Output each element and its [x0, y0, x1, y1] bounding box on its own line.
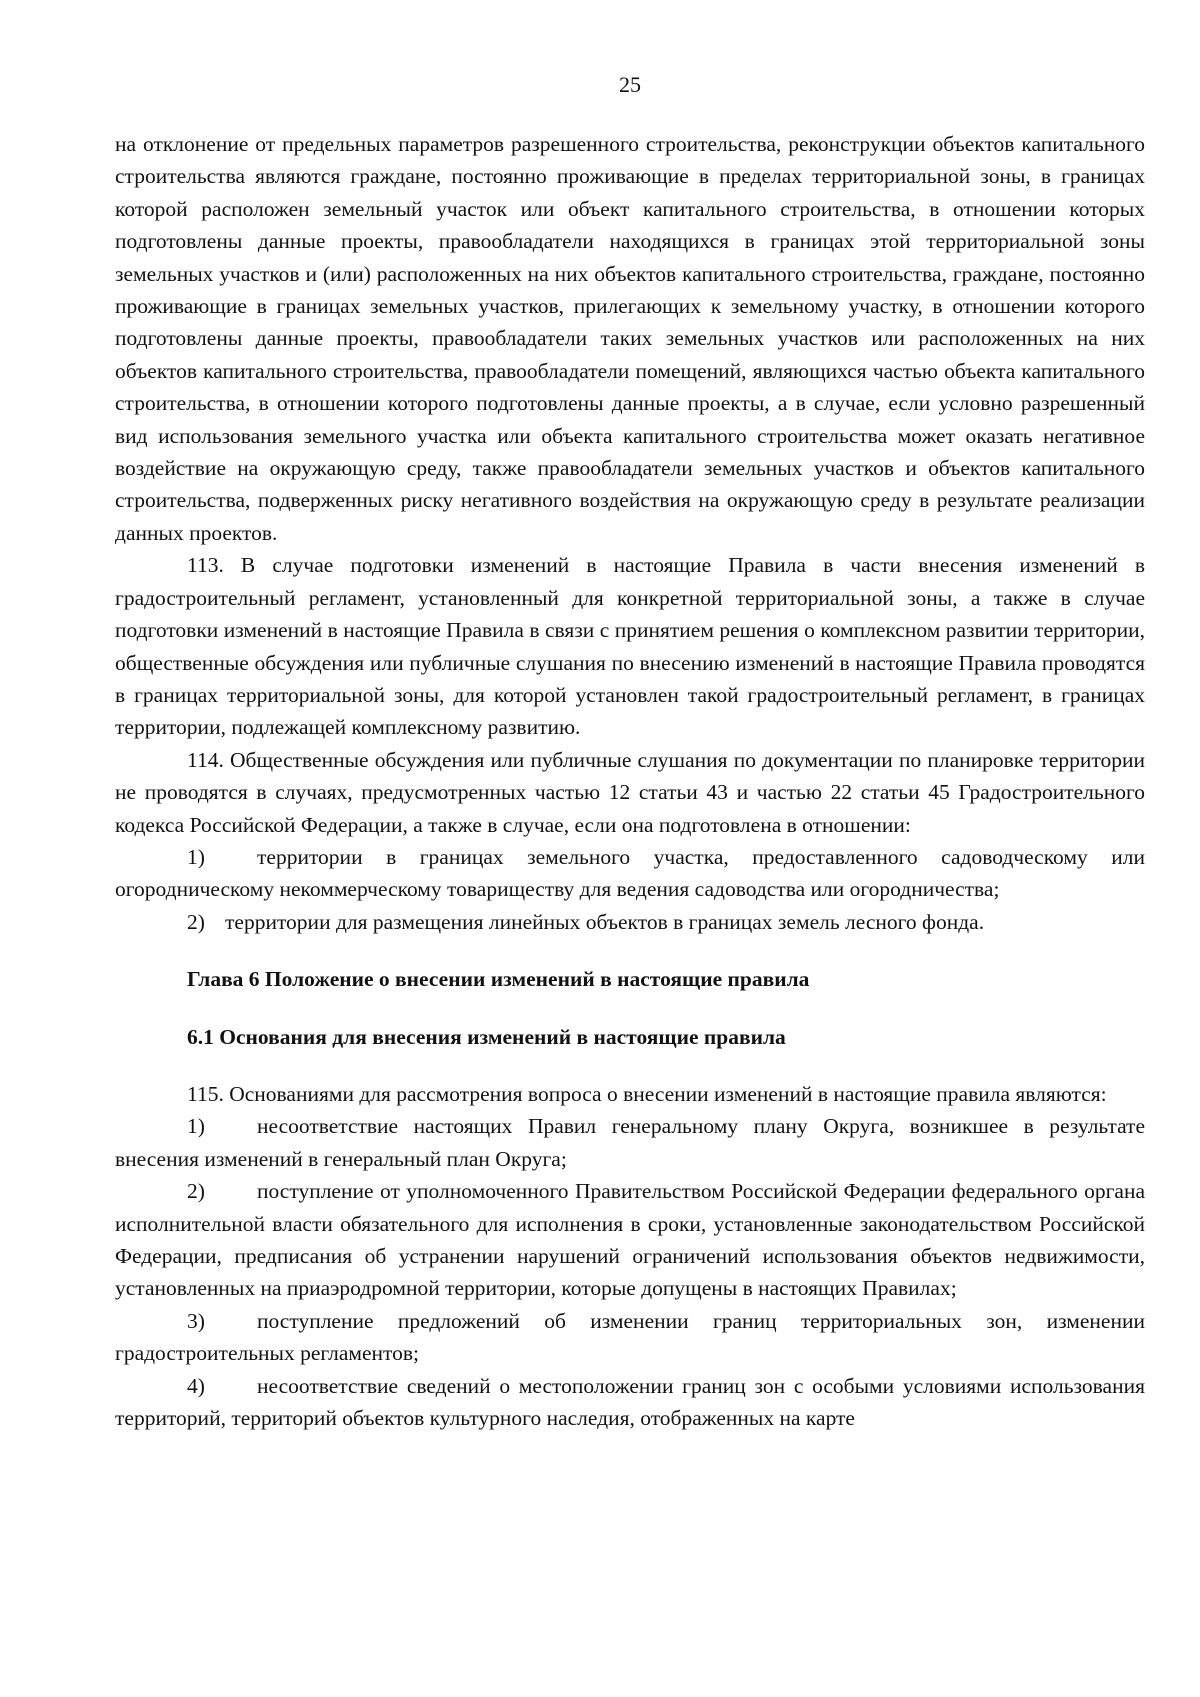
- list-item-text: территории в границах земельного участка, предоставленного садоводческому или огородническому некоммерческому товариществу для ведения садоводства или огородничества;: [115, 844, 1145, 902]
- section-heading: 6.1 Основания для внесения изменений в настоящие правила: [187, 1024, 786, 1049]
- paragraph-113: 113. В случае подготовки изменений в настоящие Правила в части внесения изменений в градостроительный регламент, установленный для конкретной территориальной зоны, а также в случае подготовки изменений в настоящие Правила в связи с принятием решения о комплексном развитии территории, общественные обсуждения или публичные слушания по внесению изменений в настоящие Правила проводятся в границах территориальной зоны, для которой установлен такой градостроительный регламент, в границах территории, подлежащей комплексному развитию.: [115, 553, 1145, 740]
- list-item-text: поступление предложений об изменении границ территориальных зон, изменении градостроительных регламентов;: [115, 1308, 1145, 1366]
- list-item-text: несоответствие сведений о местоположении границ зон с особыми условиями использования территорий, территорий объектов культурного наследия, отображенных на карте: [115, 1373, 1145, 1431]
- chapter-heading: Глава 6 Положение о внесении изменений в настоящие правила: [187, 967, 810, 992]
- list-item-115-2: [115, 1175, 1145, 1305]
- list-item-text: несоответствие настоящих Правил генеральному плану Округа, возникшее в результате внесения изменений в генеральный план Округа;: [115, 1114, 1145, 1171]
- list-item-114-2: [115, 906, 1145, 938]
- list-item-115-3: [115, 1305, 1145, 1370]
- list-item-115-4: [115, 1370, 1145, 1435]
- list-item-number: 4): [187, 1373, 205, 1398]
- list-item-115-1: [115, 1110, 1145, 1175]
- list-item-number: 1): [187, 844, 205, 869]
- page-number: 25: [619, 72, 641, 97]
- paragraph-114: 114. Общественные обсуждения или публичные слушания по документации по планировке территории не проводятся в случаях, предусмотренных частью 12 статьи 43 и частью 22 статьи 45 Градостроительного кодекса Российской Федерации, а также в случае, если она подготовлена в отношении:: [115, 747, 1145, 837]
- paragraph-115: 115. Основаниями для рассмотрения вопроса о внесении изменений в настоящие правила являются:: [187, 1081, 1107, 1106]
- list-item-text: территории для размещения линейных объектов в границах земель лесного фонда.: [225, 909, 985, 934]
- list-item-text: поступление от уполномоченного Правительством Российской Федерации федерального органа исполнительной власти обязательного для исполнения в сроки, установленные законодательством Российской Федерации, предписания об устранении нарушений ограничений использования объектов недвижимости, установленных на приаэродромной территории, которые допущены в настоящих Правилах;: [115, 1179, 1145, 1301]
- list-item-number: 1): [187, 1114, 205, 1139]
- paragraph-continued: на отклонение от предельных параметров разрешенного строительства, реконструкции объектов капитального строительства являются граждане, постоянно проживающие в пределах территориальной зоны, в границах которой расположен земельный участок или объект капитального строительства, в отношении которых подготовлены данные проекты, правообладатели находящихся в границах этой территориальной зоны земельных участков и (или) расположенных на них объектов капитального строительства, граждане, постоянно проживающие в границах земельных участков, прилегающих к земельному участку, в отношении которого подготовлены данные проекты, правообладатели таких земельных участков или расположенных на них объектов капитального строительства, правообладатели помещений, являющихся частью объекта капитального строительства, в отношении которого подготовлены данные проекты, а в случае, если условно разрешенный вид использования земельного участка или объекта капитального строительства может оказать негативное воздействие на окружающую среду, также правообладатели земельных участков и объектов капитального строительства, подверженных риску негативного воздействия на окружающую среду в результате реализации данных проектов.: [115, 132, 1145, 545]
- document-body: [115, 128, 1145, 1434]
- list-item-number: 3): [187, 1308, 205, 1333]
- list-item-number: 2): [187, 1179, 205, 1204]
- list-item-114-1: [115, 841, 1145, 906]
- list-item-number: 2): [187, 909, 205, 934]
